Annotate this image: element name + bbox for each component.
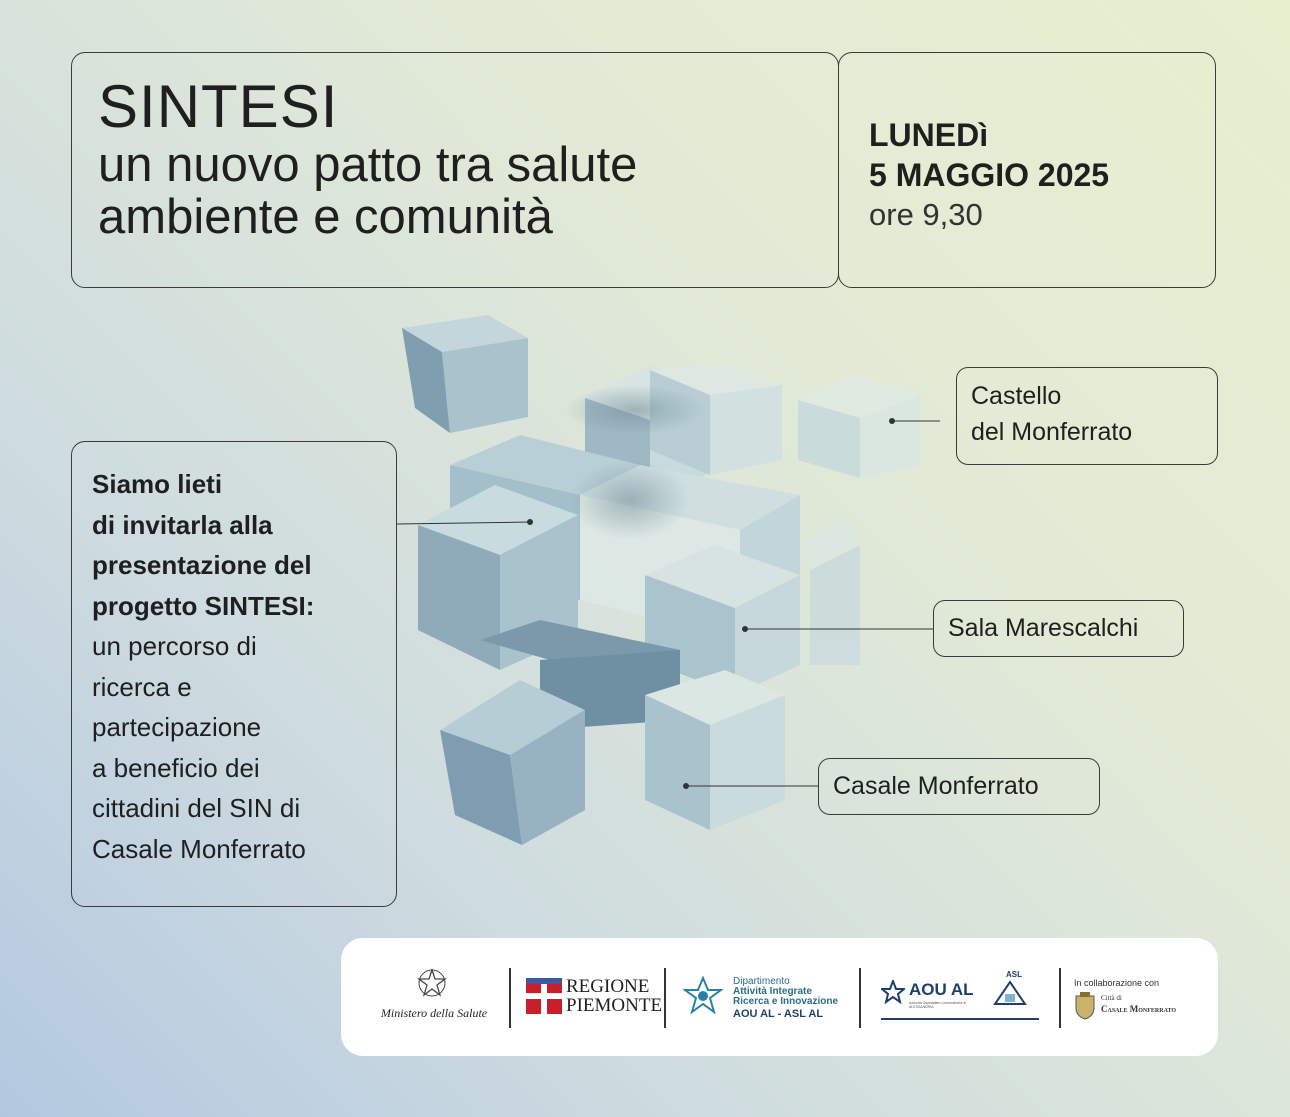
city-crest-icon xyxy=(1074,992,1096,1020)
logo-regione-piemonte xyxy=(526,968,663,1028)
aou-underline xyxy=(881,1018,1039,1020)
invite-line: Casale Monferrato xyxy=(92,833,306,864)
location-castello xyxy=(956,367,1218,465)
aou-sub-label: Azienda Ospedaliero-Universitaria di ALESSANDRIA xyxy=(909,1001,966,1009)
location-castello-line2: del Monferrato xyxy=(971,418,1133,446)
invite-line: un percorso di xyxy=(92,631,257,661)
aou-label: AOU AL xyxy=(909,980,974,999)
invite-line: Siamo lieti xyxy=(92,469,223,499)
location-casale: Casale Monferrato xyxy=(818,758,1100,815)
invite-line: presentazione del xyxy=(92,550,312,580)
dip-label-3: Ricerca e Innovazione xyxy=(733,996,839,1007)
aou-star-icon xyxy=(881,980,905,1004)
invite-line: ricerca e xyxy=(92,671,192,702)
divider xyxy=(1059,968,1061,1028)
event-date: 5 MAGGIO 2025 xyxy=(869,157,1110,193)
event-day: LUNEDì xyxy=(869,117,989,153)
invite-line: cittadini del SIN di xyxy=(92,793,301,823)
invite-box xyxy=(71,441,397,907)
asl-label: ASL xyxy=(1006,970,1022,979)
invite-line: progetto SINTESI: xyxy=(92,590,315,621)
cube-floating-top xyxy=(402,315,528,433)
logo-aou-asl xyxy=(881,968,1041,1028)
invite-line: a beneficio dei xyxy=(92,752,260,783)
dip-label-1: Dipartimento xyxy=(733,976,790,987)
cube-bottom-right xyxy=(645,670,785,830)
logo-ministero xyxy=(359,968,509,1028)
location-sala: Sala Marescalchi xyxy=(933,600,1184,657)
event-subtitle-line1: un nuovo patto tra salute xyxy=(98,138,638,192)
logo-dipartimento xyxy=(681,968,851,1028)
date-box xyxy=(838,52,1216,288)
logo-citta-casale xyxy=(1074,968,1214,1028)
regione-label-1: REGIONE xyxy=(566,976,650,997)
divider xyxy=(859,968,861,1028)
emblem-icon xyxy=(417,968,447,998)
cube-right-top xyxy=(798,375,920,478)
collab-label: In collaborazione con xyxy=(1074,978,1160,988)
regione-shield-icon xyxy=(526,978,562,1014)
regione-label-2: PIEMONTE xyxy=(566,995,663,1016)
invite-line: di invitarla alla xyxy=(92,509,273,540)
asl-mark-icon xyxy=(993,980,1027,1006)
title-box xyxy=(71,52,839,288)
dip-label-4: AOU AL - ASL AL xyxy=(733,1008,824,1020)
citta-label-1: Città di xyxy=(1101,994,1122,1002)
footer-logos xyxy=(341,938,1218,1056)
location-castello-line1: Castello xyxy=(971,382,1062,410)
event-time: ore 9,30 xyxy=(869,197,983,232)
dip-label-2: Attività Integrate xyxy=(733,986,812,997)
star-network-icon xyxy=(683,976,723,1016)
divider xyxy=(664,968,666,1028)
citta-label-2: Casale Monferrato xyxy=(1101,1004,1177,1014)
event-title: SINTESI xyxy=(98,73,339,140)
invite-line: partecipazione xyxy=(92,712,262,742)
event-subtitle-line2: ambiente e comunità xyxy=(98,190,553,244)
ministero-label: Ministero della Salute xyxy=(380,1006,488,1020)
divider xyxy=(509,968,511,1028)
cube-bottom-left xyxy=(440,680,585,845)
cube-right-mid xyxy=(800,515,860,665)
